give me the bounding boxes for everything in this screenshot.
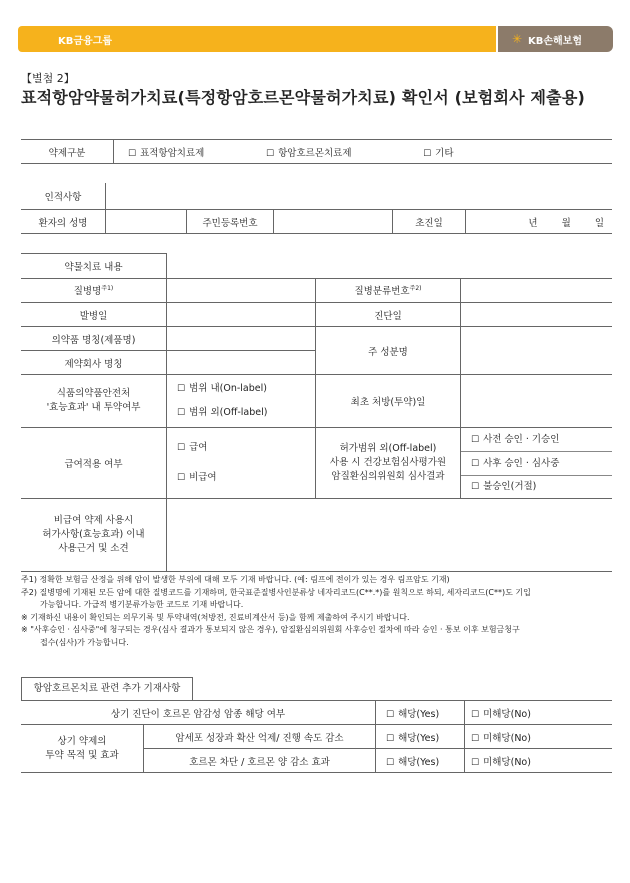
nonbenefit-label xyxy=(21,499,167,572)
diagnosis-field[interactable] xyxy=(461,303,613,327)
option-label: 해당(Yes) xyxy=(398,732,440,744)
id-field[interactable] xyxy=(274,210,393,234)
note-2: 주2) 질병명에 기재된 모든 암에 대한 질병코드를 기재하며, 한국표준질병사인분류상 네자리코드(C**.*)를 원칙으로 하되, 세자리코드(C**)도 기입 xyxy=(21,587,531,597)
review-label-line: 사용 시 건강보험심사평가원 xyxy=(329,457,447,468)
annex-label: 【별첨 2】 xyxy=(21,72,75,85)
treatment-table xyxy=(21,253,612,572)
nonbenefit-label-line: 비급여 약제 사용시 xyxy=(53,515,134,526)
benefit-no-option[interactable] xyxy=(177,463,309,493)
checkbox-icon[interactable]: ☐ xyxy=(471,459,480,469)
personal-table xyxy=(21,183,612,234)
note-2-cont: 가능합니다. 가급적 병기분류가능한 코드로 기재 바랍니다. xyxy=(40,600,244,610)
hormone-q3: 호르몬 차단 / 호르몬 양 감소 효과 xyxy=(144,749,376,773)
checkbox-icon[interactable]: ☐ xyxy=(423,148,432,159)
disease-label: 질병명$^{주1)}$ xyxy=(21,279,167,303)
q3-no-option[interactable] xyxy=(465,749,613,773)
benefit-yes-option[interactable] xyxy=(177,433,309,463)
day-label: 일 xyxy=(594,217,604,229)
group-banner xyxy=(18,26,496,52)
option-label: 급여 xyxy=(189,442,208,453)
footnote-mark: 주2) xyxy=(409,285,422,293)
off-label-review-label xyxy=(316,428,461,499)
hormone-q1: 상기 진단이 호르몬 암감성 암종 해당 여부 xyxy=(21,701,376,725)
checkbox-icon[interactable]: ☐ xyxy=(386,757,395,768)
mfds-label-line: '효능효과' 내 투약여부 xyxy=(46,402,141,413)
mfds-label xyxy=(21,375,167,428)
first-rx-label: 최초 처방(투약)일 xyxy=(316,375,461,428)
personal-heading: 인적사항 xyxy=(21,183,106,210)
option-label: 비급여 xyxy=(189,472,217,483)
drug-type-label: 약제구분 xyxy=(21,140,114,164)
note-4: ※ "사후승인 · 심사중"에 청구되는 경우(심사 결과가 통보되지 않은 경우), 암질환심의위원회 사후승인 절차에 따라 승인 · 통보 이후 보험금청구 xyxy=(21,625,520,635)
review-label-line: 암질환심의위원회 심사결과 xyxy=(331,471,445,482)
checkbox-icon[interactable]: ☐ xyxy=(471,733,480,744)
header-bar xyxy=(18,26,613,52)
visit-label: 초진일 xyxy=(393,210,466,234)
sunburst-icon: ✳ xyxy=(512,32,523,46)
label-range-options xyxy=(167,375,316,428)
q2-yes-option[interactable] xyxy=(376,725,465,749)
checkbox-icon[interactable]: ☐ xyxy=(471,482,480,492)
purpose-label-line: 상기 약제의 xyxy=(57,735,107,747)
q2-no-option[interactable] xyxy=(465,725,613,749)
option-label: 미해당(No) xyxy=(483,708,531,720)
checkbox-icon[interactable]: ☐ xyxy=(386,733,395,744)
option-hormone[interactable] xyxy=(266,145,420,159)
q1-yes-option[interactable] xyxy=(376,701,465,725)
pre-approval-option[interactable] xyxy=(461,428,612,452)
note-4-cont: 접수(심사)가 가능합니다. xyxy=(40,637,129,647)
nonbenefit-field[interactable] xyxy=(167,499,613,572)
option-label: 기타 xyxy=(435,147,454,159)
checkbox-icon[interactable]: ☐ xyxy=(471,709,480,720)
hormone-table xyxy=(21,700,612,773)
brand-banner xyxy=(498,26,613,52)
onset-label: 발병일 xyxy=(21,303,167,327)
hormone-q2: 암세포 성장과 확산 억제/ 진행 속도 감소 xyxy=(144,725,376,749)
year-label: 년 xyxy=(528,217,538,229)
option-other[interactable] xyxy=(423,145,453,159)
option-label: 사전 승인 · 기승인 xyxy=(483,434,560,445)
mfds-label-line: 식품의약품안전처 xyxy=(56,388,131,399)
footnote-mark: 주1) xyxy=(101,285,114,293)
maker-label: 제약회사 명칭 xyxy=(21,351,167,375)
group-name: KB금융그룹 xyxy=(58,36,113,47)
on-label-option[interactable] xyxy=(177,377,309,401)
month-label: 월 xyxy=(561,217,571,229)
page-title: 표적항암약물허가치료(특정항암호르몬약물허가치료) 확인서 (보험회사 제출용) xyxy=(21,88,586,107)
disease-field[interactable] xyxy=(167,279,316,303)
review-label-line: 허가범위 외(Off-label) xyxy=(339,443,437,454)
checkbox-icon[interactable]: ☐ xyxy=(177,384,186,394)
option-targeted[interactable] xyxy=(128,145,263,159)
id-label: 주민등록번호 xyxy=(187,210,274,234)
checkbox-icon[interactable]: ☐ xyxy=(128,148,137,159)
option-label: 범위 내(On-label) xyxy=(189,383,267,394)
hormone-heading: 항암호르몬치료 관련 추가 기재사항 xyxy=(21,677,193,701)
nonbenefit-label-line: 허가사항(효능효과) 이내 xyxy=(42,529,145,540)
q3-yes-option[interactable] xyxy=(376,749,465,773)
first-rx-field[interactable] xyxy=(461,375,613,428)
footnotes xyxy=(21,574,611,650)
review-result-options xyxy=(461,428,613,499)
ingredient-field[interactable] xyxy=(461,327,613,375)
brand-name: KB손해보험 xyxy=(528,36,583,47)
checkbox-icon[interactable]: ☐ xyxy=(471,435,480,445)
checkbox-icon[interactable]: ☐ xyxy=(177,443,186,453)
checkbox-icon[interactable]: ☐ xyxy=(386,709,395,720)
q1-no-option[interactable] xyxy=(465,701,613,725)
option-label: 해당(Yes) xyxy=(398,756,440,768)
ingredient-label: 주 성분명 xyxy=(316,327,461,375)
drug-type-table xyxy=(21,139,612,164)
off-label-option[interactable] xyxy=(177,401,309,425)
option-label: 해당(Yes) xyxy=(398,708,440,720)
option-label: 범위 외(Off-label) xyxy=(189,407,268,418)
option-label: 미해당(No) xyxy=(483,732,531,744)
name-field[interactable] xyxy=(106,210,187,234)
option-label: 표적항암치료제 xyxy=(140,147,205,159)
treatment-heading: 약물치료 내용 xyxy=(21,254,167,279)
code-label: 질병분류번호$^{주2)}$ xyxy=(316,279,461,303)
option-label: 사후 승인 · 심사중 xyxy=(483,458,560,469)
onset-field[interactable] xyxy=(167,303,316,327)
name-label: 환자의 성명 xyxy=(21,210,106,234)
purpose-label-line: 투약 목적 및 효과 xyxy=(45,749,119,761)
note-3: ※ 기재하신 내용이 확인되는 의무기록 및 투약내역(처방전, 진료비계산서 등)을 함께 제출하여 주시기 바랍니다. xyxy=(21,612,410,622)
post-approval-option[interactable] xyxy=(461,452,612,476)
checkbox-icon[interactable]: ☐ xyxy=(266,148,275,159)
checkbox-icon[interactable]: ☐ xyxy=(177,408,186,418)
benefit-options xyxy=(167,428,316,499)
visit-date-field[interactable] xyxy=(466,210,613,234)
checkbox-icon[interactable]: ☐ xyxy=(177,473,186,483)
benefit-label: 급여적용 여부 xyxy=(21,428,167,499)
checkbox-icon[interactable]: ☐ xyxy=(471,757,480,768)
option-label: 불승인(거절) xyxy=(483,481,537,492)
drug-type-options xyxy=(114,140,613,164)
rejected-option[interactable] xyxy=(461,476,612,498)
purpose-label xyxy=(21,725,144,773)
note-1: 주1) 정확한 보험금 산정을 위해 암이 발생한 부위에 대해 모두 기재 바랍니다. (예: 림프에 전이가 있는 경우 림프암도 기재) xyxy=(21,575,450,584)
diagnosis-label: 진단일 xyxy=(316,303,461,327)
option-label: 미해당(No) xyxy=(483,756,531,768)
code-field[interactable] xyxy=(461,279,613,303)
maker-field[interactable] xyxy=(167,351,316,375)
nonbenefit-label-line: 사용근거 및 소견 xyxy=(58,543,129,554)
option-label: 항암호르몬치료제 xyxy=(278,147,352,159)
drug-name-field[interactable] xyxy=(167,327,316,351)
drug-name-label: 의약품 명칭(제품명) xyxy=(21,327,167,351)
